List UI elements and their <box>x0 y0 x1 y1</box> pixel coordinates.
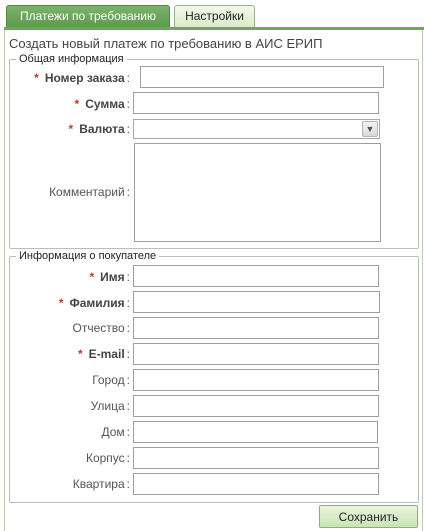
order-number-label <box>34 71 130 85</box>
house-label <box>101 425 130 439</box>
buyer-info-legend: Информация о покупателе <box>19 250 157 262</box>
required-mark: * <box>89 270 95 284</box>
colon: : <box>126 296 130 310</box>
patronymic-label <box>72 321 130 335</box>
amount-input[interactable] <box>133 92 379 114</box>
required-mark: * <box>74 97 80 111</box>
comment-label <box>49 185 130 199</box>
street-label-text: Улица <box>90 399 125 413</box>
street-label <box>91 399 130 413</box>
building-label-text: Корпус <box>85 451 125 465</box>
order-number-label-text: Номер заказа <box>44 71 125 85</box>
building-label <box>86 451 130 465</box>
apartment-input[interactable] <box>133 473 379 495</box>
patronymic-input[interactable] <box>133 317 379 339</box>
first-name-label-text: Имя <box>100 270 125 284</box>
colon: : <box>126 321 130 335</box>
amount-label <box>75 97 130 111</box>
apartment-label-text: Квартира <box>72 477 125 491</box>
patronymic-label-text: Отчество <box>72 321 125 335</box>
colon: : <box>126 373 130 387</box>
page-title: Создать новый платеж по требованию в АИС ЕРИП <box>9 36 323 51</box>
colon: : <box>126 270 130 284</box>
city-label-text: Город <box>92 373 125 387</box>
apartment-label <box>73 477 130 491</box>
last-name-label <box>59 296 130 310</box>
house-input[interactable] <box>133 421 378 443</box>
first-name-label <box>89 270 130 284</box>
colon: : <box>126 399 130 413</box>
tab-settings[interactable]: Настройки <box>174 5 255 27</box>
last-name-input[interactable] <box>133 291 380 313</box>
save-button[interactable]: Сохранить <box>319 505 418 528</box>
required-mark: * <box>34 71 39 85</box>
first-name-input[interactable] <box>133 265 379 287</box>
currency-label-text: Валюта <box>79 122 125 136</box>
currency-label <box>69 122 130 136</box>
colon: : <box>126 122 130 136</box>
required-mark: * <box>68 122 74 136</box>
building-input[interactable] <box>133 447 379 469</box>
comment-label-text: Комментарий <box>49 185 125 199</box>
email-label <box>78 347 130 361</box>
email-label-text: E-mail <box>88 347 125 361</box>
order-number-input[interactable] <box>140 66 384 88</box>
street-input[interactable] <box>133 395 379 417</box>
chevron-down-icon[interactable]: ▼ <box>362 121 378 137</box>
required-mark: * <box>58 296 64 310</box>
colon: : <box>126 451 130 465</box>
required-mark: * <box>77 347 83 361</box>
last-name-label-text: Фамилия <box>69 296 125 310</box>
email-input[interactable] <box>133 343 379 365</box>
colon: : <box>126 185 130 199</box>
colon: : <box>126 71 130 85</box>
general-info-legend: Общая информация <box>19 53 124 65</box>
amount-label-text: Сумма <box>85 97 125 111</box>
colon: : <box>126 97 130 111</box>
house-label-text: Дом <box>101 425 125 439</box>
comment-textarea[interactable] <box>134 143 381 242</box>
tab-on-demand-payments[interactable]: Платежи по требованию <box>6 5 170 27</box>
colon: : <box>126 347 130 361</box>
currency-select[interactable] <box>133 119 380 139</box>
colon: : <box>126 477 130 491</box>
city-label <box>92 373 130 387</box>
colon: : <box>126 425 130 439</box>
city-input[interactable] <box>133 369 379 391</box>
